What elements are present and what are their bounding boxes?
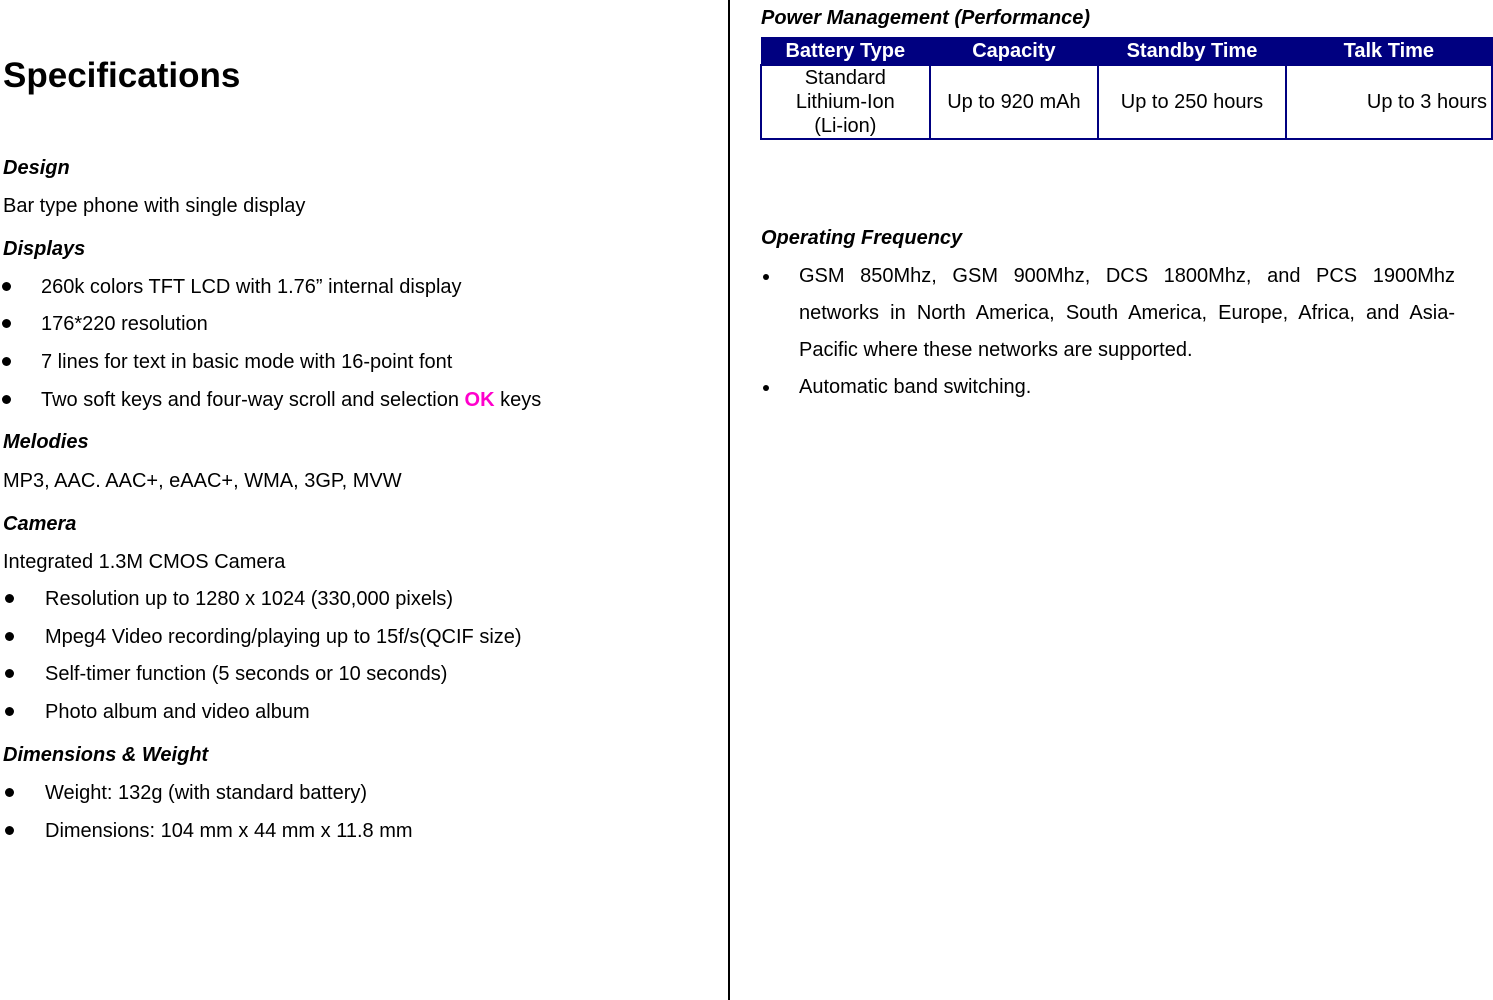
table-header-row	[761, 38, 1492, 66]
power-heading: Power Management (Performance)	[761, 7, 1090, 29]
left-column	[0, 0, 728, 1000]
displays-heading: Displays	[3, 238, 86, 260]
melodies-text: MP3, AAC. AAC+, eAAC+, WMA, 3GP, MVW	[3, 470, 402, 492]
page-title: Specifications	[3, 56, 241, 95]
talk-time-cell: Up to 3 hours	[1286, 65, 1492, 139]
capacity-cell: Up to 920 mAh	[930, 65, 1099, 139]
ok-key-label: OK	[464, 389, 495, 411]
power-table	[760, 37, 1493, 140]
design-heading: Design	[3, 157, 70, 179]
bullet-icon	[2, 319, 11, 328]
frequency-line: GSM 850Mhz, GSM 900Mhz, DCS 1800Mhz, and PCS 1900Mhz	[799, 265, 1455, 287]
bullet-icon	[2, 357, 11, 366]
right-column	[730, 0, 1493, 1000]
frequency-line: networks in North America, South America, Europe, Africa, and Asia-	[799, 302, 1455, 324]
bullet-icon	[2, 282, 11, 291]
bullet-icon	[2, 395, 11, 404]
list-item: Resolution up to 1280 x 1024 (330,000 pixels)	[45, 588, 454, 610]
list-item: Weight: 132g (with standard battery)	[45, 782, 368, 804]
bullet-icon	[5, 826, 14, 835]
battery-type-cell: Standard Lithium-Ion (Li-ion)	[761, 65, 930, 139]
column-header: Talk Time	[1286, 38, 1492, 66]
column-header: Standby Time	[1098, 38, 1285, 66]
list-item: 260k colors TFT LCD with 1.76” internal display	[41, 276, 462, 298]
list-item: Photo album and video album	[45, 701, 310, 723]
list-item: Mpeg4 Video recording/playing up to 15f/s(QCIF size)	[45, 626, 522, 648]
bullet-icon	[763, 385, 769, 391]
list-item: Dimensions: 104 mm x 44 mm x 11.8 mm	[45, 820, 413, 842]
column-header: Capacity	[930, 38, 1099, 66]
bullet-icon	[763, 274, 769, 280]
dimensions-heading: Dimensions & Weight	[3, 744, 209, 766]
list-item: Self-timer function (5 seconds or 10 seconds)	[45, 663, 448, 685]
list-item: 176*220 resolution	[41, 313, 208, 335]
camera-heading: Camera	[3, 513, 77, 535]
list-item: 7 lines for text in basic mode with 16-point font	[41, 351, 453, 373]
table-row	[761, 65, 1492, 139]
bullet-icon	[5, 788, 14, 797]
design-text: Bar type phone with single display	[3, 195, 306, 217]
bullet-icon	[5, 632, 14, 641]
camera-text: Integrated 1.3M CMOS Camera	[3, 551, 286, 573]
standby-cell: Up to 250 hours	[1098, 65, 1285, 139]
bullet-icon	[5, 669, 14, 678]
melodies-heading: Melodies	[3, 431, 89, 453]
frequency-heading: Operating Frequency	[761, 227, 963, 249]
bullet-icon	[5, 594, 14, 603]
frequency-line: Pacific where these networks are supported.	[799, 339, 1193, 361]
column-header: Battery Type	[761, 38, 930, 66]
bullet-icon	[5, 707, 14, 716]
frequency-item: Automatic band switching.	[799, 376, 1032, 398]
list-item: Two soft keys and four-way scroll and selection OK keys	[41, 389, 542, 411]
